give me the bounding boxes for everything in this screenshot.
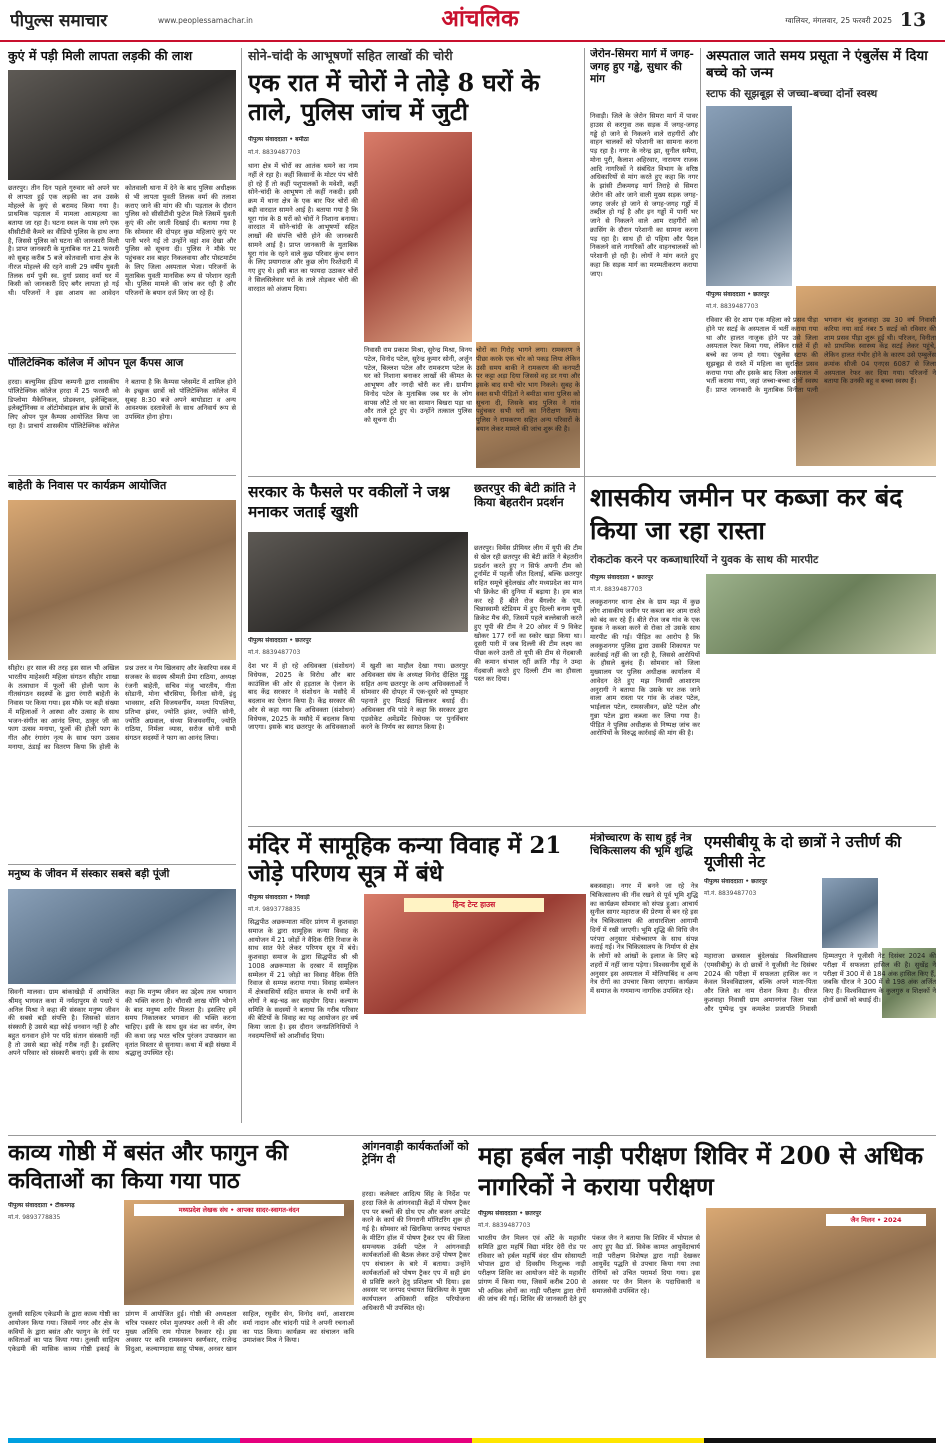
article-eye-hospital <box>590 832 698 1130</box>
article-lawyers <box>248 482 468 822</box>
headline: सरकार के फैसले पर वकीलों ने जश्न मनाकर जताई खुशी <box>248 482 450 522</box>
article-polytechnic <box>8 353 236 471</box>
column-rule <box>584 48 585 638</box>
section-rule <box>248 476 936 477</box>
photo-wedding-ceremony <box>364 894 586 1014</box>
article-body: सीहोर। हर साल की तरह इस साल भी अखिल भारतीय माहेश्वरी महिला संगठन सीहोर शाखा के तत्वाधान में फूलों की होली फाग के गीतसंगठन सदस्यों के द्वारा रंगारी बाहेती के निवास पर किया गया। इस मौके पर बड़ी संख्या में महिलाओं ने आस्था और उत्साह के साथ भजन-संगीत का आनंद लिया, ठाकुर जी का फाग उत्सव मनाया, फूलों की होली फाग के गीत और रंगारंग नृत्य के साथ फाग उत्सव मनाया, ठंडाई का वितरण किया कि होली के प्रश्न उत्तर व गेम खिलवाए और केसरिया वस्त्र में सजकर के सदस्य श्रीमती प्रेमा राठिया, अध्यक्ष रंजनी बाहेती, सचिव मंजु भारतीय, गीता सोडानी, मोना चौरसिया, विनीता सोनी, इंदु भावसार, शशि विजयवर्गीय, ममता पिपलिया, प्रतिभा झंवर, ज्योति झंवर, ज्योति सोनी, ज्योति अग्रवाल, संध्या विजयवर्गीय, ज्योति राठिया, निर्मला व्यास, सरोज सोनी सभी संगठन सदस्यों ने फाग का आनंद लिया। <box>8 664 236 751</box>
print-color-strip <box>8 1438 936 1443</box>
headline: आंगनवाड़ी कार्यकर्ताओं को ट्रेनिंग दी <box>362 1140 469 1167</box>
headline: जेरोन-सिमरा मार्ग में जगह-जगह हुए गड्ढे, सुधार की मांग <box>590 48 694 86</box>
contact-number: मो.नं. 9893778835 <box>8 1214 61 1221</box>
headline: मनुष्य के जीवन में संस्कार सबसे बड़ी पूंजी <box>8 868 170 880</box>
headline: बाहेती के निवास पर कार्यक्रम आयोजित <box>8 479 167 492</box>
photo-student-dheeraj <box>822 878 878 948</box>
article-body: रविवार की देर शाम एक महिला को प्रसव पीड़ा होने पर सटई के अस्पताल में भर्ती कराया गया था और हालत नाजुक होने पर उसे जिला अस्पताल रेफर किया गया, लेकिन रास्ते में ही बच्चे का जन्म हो गया। एंबुलेंस स्टाफ की सूझबूझ से रास्ते में महिला का सुरक्षित प्रसव कराया गया और इसके बाद जिला अस्पताल में भर्ती कराया गया, जहां जच्चा-बच्चा दोनों स्वस्थ हैं। प्राप्त जानकारी के मुताबिक विनीता पत्नी भगवान चंद कुशवाहा उम्र 30 वर्ष निवासी करिया नया वार्ड नंबर 5 सटई को रविवार की शाम प्रसव पीड़ा शुरू हुई थी। परिजन, विनीता को प्राथमिक स्वास्थ्य केंद्र सटई लेकर पहुंचे, लेकिन हालत गंभीर होने के कारण उसे एम्बुलेंस क्रमांक सीजी 04 एनएस 6087 से जिला अस्पताल रेफर कर दिया गया। परिजनों ने बताया कि उनकी बहू व बच्चा स्वस्थ हैं। <box>706 316 936 395</box>
photo-broken-almirah <box>364 132 472 342</box>
photo-bhagwat-katha <box>8 889 236 984</box>
headline: मंत्रोच्चारण के साथ हुई नेत्र चिकित्सालय की भूमि शुद्धि <box>590 832 693 857</box>
article-body: थाना क्षेत्र में चोरों का आतंक थमने का नाम नहीं ले रहा है। कहीं किसानों के मोटर पंप चोरी हो रहे हैं तो कहीं पशुपालकों के मवेशी, कहीं सोने-चांदी के आभूषण तो कहीं नकदी। इसी क्रम में थाना क्षेत्र के एक बार फिर चोरों की बड़ी वारदात सामने आई है। बताया गया है कि घूरा गांव के 8 घरों को चोरों ने निशाना बनाया। वारदात में सोने-चांदी के आभूषणों सहित लाखों की संपत्ति चोरी होने की जानकारी सामने आई है। प्राप्त जानकारी के मुताबिक घूरा गांव के रहने वाले कुछ परिवार कुंभ स्नान के लिए प्रयागराज और कुछ लोग रिश्तेदारी में गए हुए थे। इसी बात का फायदा उठाकर चोरों ने सिलसिलेवार घरों के ताले तोड़कर चोरी की वारदात को अंजाम दिया। <box>248 162 358 293</box>
headline: मंदिर में सामूहिक कन्या विवाह में 21 जोड़े परिणय सूत्र में बंधे <box>248 832 562 888</box>
event-banner: जैन मिलन • 2024 <box>826 1214 926 1226</box>
article-theft <box>248 48 580 468</box>
article-anganwadi <box>362 1140 470 1435</box>
article-road-potholes <box>590 48 698 468</box>
byline: पीपुल्स संवाददाता • छतरपुर <box>704 878 768 885</box>
byline: पीपुल्स संवाददाता • बमीठा <box>248 136 309 143</box>
byline: पीपुल्स संवाददाता • निवाड़ी <box>248 894 310 901</box>
headline: एमसीबीयू के दो छात्रों ने उत्तीर्ण की यूजीसी नेट <box>704 832 902 872</box>
photo-jain-milan-felicitation <box>706 1208 936 1358</box>
section-rule <box>248 826 936 827</box>
column-rule <box>241 48 242 1123</box>
photo-mother-in-hospital <box>706 106 792 286</box>
article-body: सिवनी मालवा। ग्राम बांकाखेड़ी में आयोजित श्रीमद् भागवत कथा में नर्मदापुरम से पधारे पं अनिल मिश्रा ने कहा की संस्कार मनुष्य जीवन की सबसे बड़ी संपत्ति है। जिसको संतान संस्कारी है उससे बड़ा कोई धनवान नहीं है और बहुत धनवान होने पर यदि संतान संस्कारी नहीं है तो उससे बड़ा कोई गरीब नहीं है। इसलिए अपने परिवार को संस्कारी बनाएं। इसी के साथ कहा कि मनुष्य जीवन का उद्देश्य तत्व भगवान की भक्ति करना है। चौरासी लाख योनि भोगने के बाद मनुष्य शरीर मिलता है। इसलिए हमें समय निकालकर भगवान की भक्ति करना चाहिए। इसी के साथ ध्रुव वंश का वर्णन, वेण की कथा जड़ भरत चरित्र पुरंजन उपाख्यान का वृतांत विस्तार से सुनाया। कथा में बड़ी संख्या में श्रद्धालु उपस्थित रहे। <box>8 988 236 1058</box>
newspaper-logo: पीपुल्स समाचार <box>10 11 108 30</box>
contact-number: मो.नं. 8839487703 <box>706 303 759 310</box>
article-herbal-camp <box>478 1140 936 1435</box>
headline: कुएं में पड़ी मिली लापता लड़की की लाश <box>8 48 193 63</box>
website-url[interactable]: www.peoplessamachar.in <box>158 16 253 25</box>
headline: काव्य गोष्ठी में बसंत और फागुन की कविताओं का किया गया पाठ <box>8 1140 289 1194</box>
article-body: बकस्वाहा। नगर में बनने जा रहे नेत्र चिकित्सालय की नींव रखने से पूर्व भूमि शुद्धि का कार्यक्रम सोमवार को संपन्न हुआ। आचार्य सुनील सागर महाराज की प्रेरणा से बन रहे इस नेत्र चिकित्सालय की आधारशिला आगामी दिनों में रखी जाएगी। भूमि शुद्धि की विधि जैन परंपरा अनुसार मंत्रोच्चारण के साथ संपन्न कराई गई। नेत्र चिकित्सालय के निर्माण से क्षेत्र के लोगों को आंखों के इलाज के लिए बड़े शहरों में नहीं जाना पड़ेगा। विश्वसनीय सूत्रों के अनुसार इस अस्पताल में मोतियाबिंद व अन्य नेत्र रोगों का उपचार किया जाएगा। कार्यक्रम में समाज के गणमान्य नागरिक उपस्थित रहे। <box>590 882 698 996</box>
byline: पीपुल्स संवाददाता • छतरपुर <box>248 637 312 644</box>
article-body: चोरों का गिरोह भागने लगा। रामकरण ने पीछा करके एक चोर को पकड़ लिया लेकिन उसी समय बाकी ने रामकरण की कनपटी पर कट्टा अड़ा दिया जिससे वह डर गया और इसके बाद सभी चोर भाग निकले। सुबह के वक्त सभी पीड़ितों ने बमीठा थाना पुलिस को सूचना दी, जिसके बाद पुलिस ने गांव पहुंचकर सभी घरों का निरीक्षण किया। पुलिस ने रामकरण सहित अन्य परिवारों के बयान लेकर मामले की जांच शुरू की है। <box>476 346 580 433</box>
deck: रोकटोक करने पर कब्जाधारियों ने युवक के साथ की मारपीट <box>590 554 819 566</box>
headline: छतरपुर की बेटी क्रांति ने किया बेहतरीन प्रदर्शन <box>474 482 576 509</box>
article-body: छतरपुर। तीन दिन पहले गुरुवार को अपने घर से लापता हुई एक लड़की का शव उसके मोहल्ले के कुएं से बरामद किया गया है। प्राथमिक पड़ताल में मामला आत्महत्या का बताया जा रहा है। घटना स्थल के पास लगे एक सीसीटीवी कैमरे का वीडियो पुलिस के हाथ लगा है, जिससे पुलिस को घटना की जानकारी मिली है। प्राप्त जानकारी के मुताबिक गत 21 फरवरी को सुबह करीब 5 बजे कोतवाली थाना क्षेत्र के नीरज मोहल्ले की रहने वाली 29 वर्षीय युवती तिलक धर्म पुत्री स्व. दुर्गा प्रसाद वर्मा घर में किसी को जानकारी दिए बगैर लापता हो गई थी। परिजनों ने इस आशय का आवेदन कोतवाली थाना में देने के बाद पुलिस अधीक्षक से भी लापता युवती तिलक वर्मा की तलाश कराए जाने की मांग की थी। पड़ताल के दौरान पुलिस को सीसीटीवी फुटेज मिले जिसमें युवती कुएं की ओर जाती दिखाई दी। बताया गया है कि सोमवार की दोपहर कुछ महिलाएं कुएं पर पानी भरने गईं तो उन्होंने वहां शव देखा और पुलिस को सूचना दी। पुलिस ने मौके पर पहुंचकर शव बाहर निकलवाया और पोस्टमार्टम के लिए जिला अस्पताल भेजा। परिजनों के मुताबिक युवती मानसिक रूप से परेशान रहती थी। पुलिस मामले की जांच कर रही है और परिजनों के बयान दर्ज किए जा रहे हैं। <box>8 184 236 298</box>
article-body: देश भर में हो रहे अधिवक्ता (संशोधन) विधेयक, 2025 के विरोध और बार काउंसिल की ओर से हड़ताल के ऐलान के बाद केंद्र सरकार ने संशोधन के मसौदे में बदलाव का ऐलान किया है। केंद्र सरकार की ओर से कहा गया कि अधिवक्ता (संशोधन) विधेयक, 2025 के मसौदे में बदलाव किया जाएगा। इसके बाद छतरपुर के अधिवक्ताओं में खुशी का माहौल देखा गया। छतरपुर अधिवक्ता संघ के अध्यक्ष विनोद दीक्षित गुड्डू सहित अन्य छतरपुर के अन्य अधिवक्ताओं ने सोमवार की दोपहर में एक-दूसरे को पुष्पहार पहनाते हुए मिठाई खिलाकर बधाई दी। अधिवक्ता रवि पांडे ने कहा कि सरकार द्वारा एडवोकेट अमेंडमेंट विधेयक पर पुनर्विचार करने के निर्णय का स्वागत किया है। <box>248 662 468 732</box>
dateline: ग्वालियर, मंगलवार, 25 फरवरी 2025 <box>785 16 892 25</box>
article-body: भारतीय जैन मिलन एवं ओंटे के महावीर समिति द्वारा महर्षि विद्या मंदिर देरी रोड पर रविवार को हर्बल महर्षि वंदर धीम सोसायटी भोपाल द्वारा दो दिवसीय निःशुल्क नाड़ी परीक्षण शिविर का आयोजन मोटे के महावीर प्रांगण में किया गया, जिसमें करीब 200 से भी अधिक लोगों का नाड़ी परीक्षण द्वारा रोगों की जांच की गई। शिविर की जानकारी देते हुए पंकज जैन ने बताया कि शिविर में भोपाल से आए हुए वैद्य डॉ. विवेक कामत आयुर्वेदाचार्य नाड़ी परीक्षण विशेषज्ञ द्वारा नाड़ी देखकर आयुर्वेद पद्धति से उपचार किया गया तथा रोगियों को उचित परामर्श दिया गया। इस अवसर पर जैन मिलन के पदाधिकारी व समाजसेवी उपस्थित रहे। <box>478 1234 700 1304</box>
contact-number: मो.नं. 8839487703 <box>248 649 301 656</box>
photo-crowd-at-well <box>8 70 236 180</box>
deck: स्टाफ की सूझबूझ से जच्चा-बच्चा दोनों स्वस्थ <box>706 88 878 100</box>
article-ugc-net <box>704 832 936 1130</box>
headline: अस्पताल जाते समय प्रसूता ने एंबुलेंस में दिया बच्चे को जन्म <box>706 48 928 81</box>
section-rule <box>8 1135 936 1136</box>
article-mass-marriage <box>248 832 586 1130</box>
contact-number: मो.नं. 8839487703 <box>248 149 301 156</box>
article-kavya-goshthi <box>8 1140 354 1435</box>
tent-house-banner: हिन्द टेन्ट हाउस <box>404 898 544 912</box>
article-body: निवासी राम प्रकाश मिश्रा, सुरेन्द्र मिश्रा, विनय पटेल, विनोद पटेल, सुरेन्द्र कुमार सोनी, अर्जुन पटेल, बिल्लश पटेल और रामकरण पटेल के घर को निशाना बनाकर लाखों की कीमत के आभूषण और नगदी चोरी कर ली। ग्रामीण विनोद पटेल के मुताबिक जब घर के लोग वापस लौटे तो घर का सामान बिखरा पड़ा था और ताले टूटे हुए थे। उन्होंने तत्काल पुलिस को सूचना दी। <box>364 346 472 425</box>
article-missing-girl <box>8 48 236 348</box>
article-body: हरदा। बल्युमिस इंडिया कम्पनी द्वारा शासकीय पॉलिटेक्निक कॉलेज हरदा में 25 फरवरी को डिप्लोमा मैकेनिकल, प्रोडक्शन, इलेक्ट्रिकल, इलेक्ट्रॉनिक्स व ऑटोमोबाइल ब्रांच के छात्रों के लिए ओपन पूल कैम्पस आयोजित किया जा रहा है। प्राचार्य शासकीय पॉलिटेक्निक कॉलेज ने बताया है कि कैम्पस प्लेसमेंट में शामिल होने के इच्छुक छात्रों को पॉलिटेक्निक कॉलेज में सुबह 8:30 बजे अपने बायोडाटा व अन्य आवश्यक दस्तावेजों के साथ अनिवार्य रूप से उपस्थित होना होगा। <box>8 378 236 430</box>
contact-number: मो.नं. 8839487703 <box>590 586 643 593</box>
headline: पॉलिटेक्निक कॉलेज में ओपन पूल कैंपस आज <box>8 357 184 369</box>
article-body: हरदा। कलेक्टर आदित्य सिंह के निर्देश पर हरदा जिले के आंगनवाड़ी केंद्रों में पोषण ट्रैकर एप पर बच्चों की ग्रोथ एप और बजन अपडेट करने के कार्य की निगरानी मॉनिटरिंग शुरू हो गई है। सोमवार को खिरकिया जनपद पंचायत के मीटिंग हॉल में पोषण ट्रैकर एप की जिला समन्वयक उर्वशी पटेल ने आंगनवाड़ी कार्यकर्ताओं की बैठक लेकर उन्हें पोषण ट्रैकर एप संचालन के बारे में बताया। उन्होंने कार्यकर्ताओं को पोषण ट्रैकर एप में सही ढंग से प्रविष्टि करने हेतु प्रशिक्षण भी दिया। इस अवसर पर जनपद पंचायत खिरकिया के मुख्य कार्यपालन अधिकारी सहित परियोजना अधिकारी भी उपस्थित रहे। <box>362 1190 470 1312</box>
byline: पीपुल्स संवाददाता • छतरपुर <box>706 291 770 298</box>
byline: पीपुल्स संवाददाता • छतरपुर <box>590 574 654 581</box>
article-body: सिद्धपीठ अछरूमाता मंदिर प्रांगण में कुशवाहा समाज के द्वारा सामूहिक कन्या विवाह के आयोजन में 21 जोड़ों ने वैदिक रीति रिवाज के साथ सात फेरे लेकर परिणय सूत्र में बंधे। कुशवाहा समाज के द्वारा सिद्धपीठ श्री श्री 1008 अछरूमाता के दरबार में सामूहिक सम्मेलन में 21 जोड़ो का विवाह वैदिक रीति रिवाज से सम्पन्न कराया गया। विवाह सम्मेलन में क्षेत्रवासियों सहित समाज के सभी वर्गों के लोगों ने बढ़-चढ़ कर सहयोग दिया। कल्याण समिति के सदस्यों ने बताया कि गरीब परिवार की बेटियों के विवाह का यह आयोजन हर वर्ष किया जाता है। इस दौरान जनप्रतिनिधियों ने नवदम्पत्तियों को आशीर्वाद दिया। <box>248 918 358 1040</box>
column-rule <box>700 48 701 248</box>
article-sanskar <box>8 864 236 1129</box>
article-body: छतरपुर। विमेंस प्रीमियर लीग में यूपी की टीम से खेल रही छतरपुर की बेटी क्रांति ने बेहतरीन प्रदर्शन करते हुए न सिर्फ अपनी टीम को टूर्नामेंट में पहली जीत दिलाई, बल्कि छतरपुर सहित समूचे बुंदेलखंड और मध्यप्रदेश का मान भी क्रिकेट की दुनिया में बढ़ाया है। हम बात कर रहे हैं बीते रोज बैंगलोर के एम. चिन्नास्वामी स्टेडियम में हुए दिल्ली बनाम यूपी क्रिकेट मैच की, जिसमें पहले बल्लेबाजी करते हुए यूपी की टीम ने 20 ओवर में 9 विकेट खोकर 177 रनों का स्कोर खड़ा किया था। दूसरी पारी में जब दिल्ली की टीम लक्ष्य का पीछा करने उतरी तो यूपी की टीम से गेंदबाजी की कमान संभाल रहीं क्रांति गौड़ ने उम्दा गेंदबाजी करते हुए दिल्ली टीम का हौसला पस्त कर दिया। <box>474 544 582 684</box>
photo-villagers-complaint <box>706 574 936 654</box>
photo-women-holi <box>8 500 236 660</box>
event-banner: मध्यप्रदेश लेखक संघ • आपका सादर-स्वागत-वंदन <box>134 1204 344 1216</box>
article-baheti <box>8 475 236 860</box>
masthead <box>0 0 945 42</box>
article-body: तुलसी साहित्य एकेडमी के द्वारा काव्य गोष्ठी का आयोजन किया गया। जिसमें नगर और क्षेत्र के कवियों के द्वारा बसंत और फागुन के रंगों पर कविताओं का पाठ किया गया। तुलसी साहित्य एकेडमी की मासिक काव्य गोष्ठी इकाई के प्रांगण में आयोजित हुई। गोष्ठी की अध्यक्षता चरित्र पत्रकार रमेश मुजफ्फर अली ने की और मुख्य अतिथि राम गोपाल रैकवार रहे। इस अवसर पर कवि रामस्वरूप स्वर्णकार, राजेन्द्र विदुआ, कल्याणदास साहू पोषक, अनवर खान साहिल, रघुवीर सेन, विनोद वर्मा, आशाराम वर्मा नादान और चांदनी पांडे ने अपनी रचनाओं का पाठ किया। कार्यक्रम का संचालन कवि उमाशंकर मिश्र ने किया। <box>8 1310 354 1354</box>
article-body: लवकुशनगर थाना क्षेत्र के ग्राम मझ में कुछ लोग शासकीय जमीन पर कब्जा कर आम रास्ते को बंद कर रहे हैं। बीते रोज जब गांव के एक युवक ने कब्जा करने से रोका तो उसके साथ मारपीट की गई। पीड़ित का आरोप है कि लवकुशनगर पुलिस द्वारा उसकी शिकायत पर कार्रवाई नहीं की जा रही है, जिससे आरोपियों के हौसले बुलंद हैं। सोमवार को जिला मुख्यालय पर पुलिस अधीक्षक कार्यालय में आवेदन देते हुए मझ निवासी आशाराम अनुरागी ने बताया कि उसके घर तक जाने वाला आम रास्ता पर गांव के शंकर पटेल, भाईलाल पटेल, रामसजीवन, छोटे पटेल और गुन्ना पटेल द्वारा कब्जा कर लिया गया है। पीड़ित ने पुलिस अधीक्षक से निष्पक्ष जांच कर आरोपियों के विरुद्ध कार्रवाई की मांग की है। <box>590 598 700 738</box>
byline: पीपुल्स संवाददाता • छतरपुर <box>478 1210 542 1217</box>
article-ambulance-birth <box>706 48 936 468</box>
contact-number: मो.नं. 9893778835 <box>248 906 301 913</box>
contact-number: मो.नं. 8839487703 <box>704 890 757 897</box>
photo-poets-gathering <box>124 1200 354 1305</box>
contact-number: मो.नं. 8839487703 <box>478 1222 531 1229</box>
headline: महा हर्बल नाड़ी परीक्षण शिविर में 200 से अधिक नागरिकों ने कराया परीक्षण <box>478 1141 924 1202</box>
page-number: 13 <box>899 9 927 31</box>
kicker: सोने-चांदी के आभूषणों सहित लाखों की चोरी <box>248 48 453 63</box>
photo-lawyers-celebrating <box>248 532 468 632</box>
section-title: आंचलिक <box>441 5 519 32</box>
byline: पीपुल्स संवाददाता • टीकमगढ़ <box>8 1202 75 1209</box>
article-land-encroachment <box>590 482 936 822</box>
article-body: महाराजा छत्रसाल बुंदेलखंड विश्वविद्यालय (एमसीबीयू) के दो छात्रों ने यूजीसी नेट दिसंबर 2024 की परीक्षा में सफलता हासिल कर न केवल विश्वविद्यालय, बल्कि अपने माता-पिता और जिले का नाम रोशन किया है। धीरज कुशवाहा निवासी ग्राम अमानगंज जिला पन्ना और पुष्पेन्द्र पुत्र कमलेश प्रजापति निवासी हिम्मतपुरा ने यूजीसी नेट दिसंबर 2024 की परीक्षा में सफलता हासिल की है। सुखेंद्र ने परीक्षा में 300 में से 184 अंक हासिल किए हैं, जबकि धीरज ने 300 में से 198 अंक अर्जित किए हैं। विश्वविद्यालय के कुलगुरु व शिक्षकों ने दोनों छात्रों को बधाई दी। <box>704 952 936 1013</box>
article-cricket-kranti <box>474 482 582 822</box>
headline: एक रात में चोरों ने तोड़े 8 घरों के ताले, पुलिस जांच में जुटी <box>248 68 540 126</box>
article-body: निवाड़ी। जिले के जेरोन सिमरा मार्ग में पावर हाउस से करगुवा तक सड़क में जगह-जगह गड्ढे हो जाने से निकलने वाले राहगीरों और वाहन चालकों को परेशानी का सामना करना पड़ रहा है। नगर के नरेन्द्र झा, सुनील समैया, मोना पुरी, कैलाश अहिरवार, नारायण राजक आदि नागरिकों ने संबंधित विभाग के वरिष्ठ अधिकारियों से मांग करते हुए कहा कि नगर के झांसी टीकमगढ़ मार्ग तिराहे से सिमरा जेरोन की ओर जाने वाली मुख्य सड़क जगह-जगह जर्जर हो जाने से जगह-जगह गड्ढों में तब्दील हो गई है और इन गड्ढों में पानी भर जाने से निकलने वाले आम राहगीरों को क्रासिंग के दौरान परेशानी का सामना करना पड़ रहा है। साथ ही दो पहिया और पैदल निकलने वाले नागरिकों और वाहनचालकों को परेशानी हो रही है। लोगों ने मांग करते हुए कहा कि सड़क मार्ग का मरम्मतीकरण कराया जाए। <box>590 112 698 278</box>
headline: शासकीय जमीन पर कब्जा कर बंद किया जा रहा रास्ता <box>590 483 903 545</box>
